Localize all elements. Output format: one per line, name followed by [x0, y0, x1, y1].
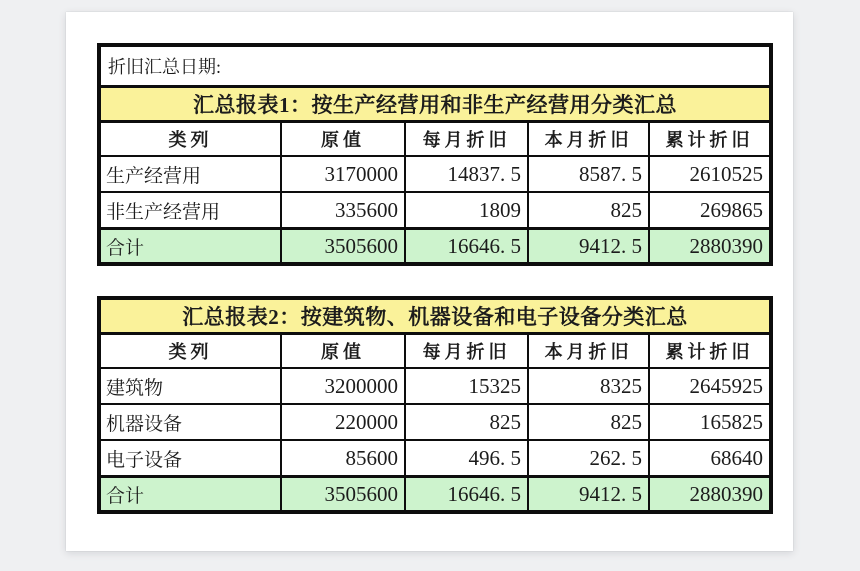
value-cell: 15325 — [405, 368, 528, 404]
value-cell: 825 — [405, 404, 528, 440]
value-cell: 8587. 5 — [528, 156, 649, 192]
table2-total-row — [99, 477, 771, 513]
table1-title: 汇总报表1：按生产经营用和非生产经营用分类汇总 — [99, 87, 771, 122]
column-header-accumulated-depreciation: 累计折旧 — [649, 334, 771, 369]
table1-row-production — [99, 156, 771, 192]
column-header-monthly-depreciation: 每月折旧 — [405, 122, 528, 157]
table2-header-row — [99, 334, 771, 369]
column-header-accumulated-depreciation: 累计折旧 — [649, 122, 771, 157]
column-header-original-value: 原值 — [281, 334, 405, 369]
value-cell: 8325 — [528, 368, 649, 404]
value-cell: 14837. 5 — [405, 156, 528, 192]
total-value-cell: 16646. 5 — [405, 477, 528, 513]
value-cell: 269865 — [649, 192, 771, 229]
value-cell: 85600 — [281, 440, 405, 477]
row-label-cell: 机器设备 — [99, 404, 281, 440]
value-cell: 165825 — [649, 404, 771, 440]
row-label-cell: 建筑物 — [99, 368, 281, 404]
column-header-category: 类列 — [99, 334, 281, 369]
total-value-cell: 2880390 — [649, 229, 771, 265]
table1-total-row — [99, 229, 771, 265]
total-value-cell: 9412. 5 — [528, 229, 649, 265]
summary-table-2 — [97, 296, 773, 514]
row-label-cell: 非生产经营用 — [99, 192, 281, 229]
row-label-cell: 生产经营用 — [99, 156, 281, 192]
sheet-card — [66, 12, 793, 551]
table2-row-buildings — [99, 368, 771, 404]
table2-row-electronics — [99, 440, 771, 477]
value-cell: 825 — [528, 404, 649, 440]
value-cell: 3170000 — [281, 156, 405, 192]
table1-header-row — [99, 122, 771, 157]
table2-title: 汇总报表2：按建筑物、机器设备和电子设备分类汇总 — [99, 298, 771, 334]
value-cell: 262. 5 — [528, 440, 649, 477]
value-cell: 3200000 — [281, 368, 405, 404]
table1-row-non-production — [99, 192, 771, 229]
total-label-cell: 合计 — [99, 229, 281, 265]
value-cell: 2610525 — [649, 156, 771, 192]
column-header-category: 类列 — [99, 122, 281, 157]
column-header-current-month-depreciation: 本月折旧 — [528, 334, 649, 369]
column-header-monthly-depreciation: 每月折旧 — [405, 334, 528, 369]
total-label-cell: 合计 — [99, 477, 281, 513]
column-header-current-month-depreciation: 本月折旧 — [528, 122, 649, 157]
value-cell: 220000 — [281, 404, 405, 440]
summary-table-1 — [97, 43, 773, 266]
table2-row-machinery — [99, 404, 771, 440]
date-label-cell: 折旧汇总日期: — [99, 45, 771, 87]
value-cell: 825 — [528, 192, 649, 229]
total-value-cell: 3505600 — [281, 229, 405, 265]
date-row — [99, 45, 771, 87]
total-value-cell: 3505600 — [281, 477, 405, 513]
total-value-cell: 16646. 5 — [405, 229, 528, 265]
total-value-cell: 2880390 — [649, 477, 771, 513]
table1-title-row — [99, 87, 771, 122]
column-header-original-value: 原值 — [281, 122, 405, 157]
value-cell: 68640 — [649, 440, 771, 477]
row-label-cell: 电子设备 — [99, 440, 281, 477]
value-cell: 496. 5 — [405, 440, 528, 477]
value-cell: 2645925 — [649, 368, 771, 404]
spreadsheet-region — [97, 43, 769, 514]
total-value-cell: 9412. 5 — [528, 477, 649, 513]
table2-title-row — [99, 298, 771, 334]
value-cell: 335600 — [281, 192, 405, 229]
value-cell: 1809 — [405, 192, 528, 229]
